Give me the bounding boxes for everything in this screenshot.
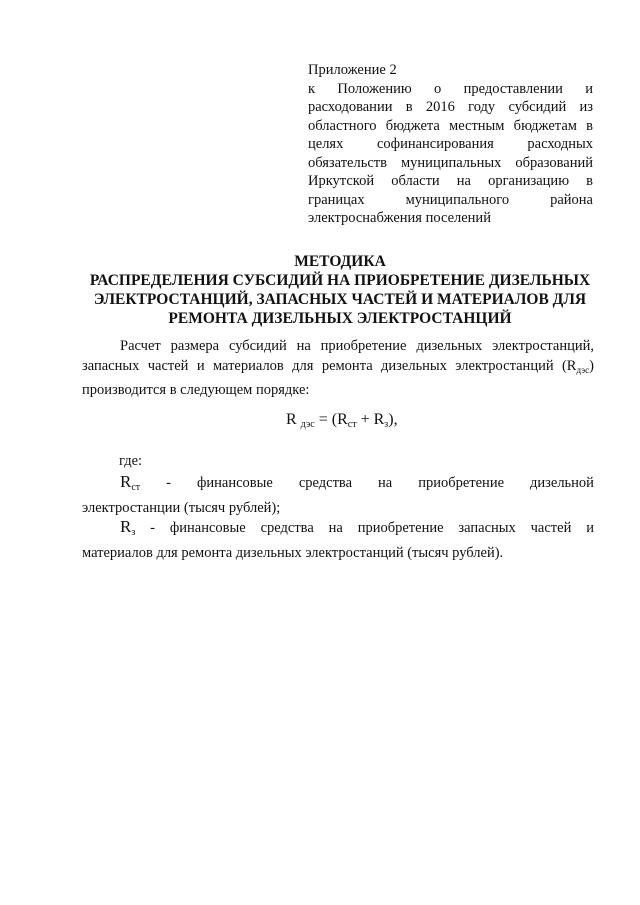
where-label: где:	[119, 453, 143, 469]
appendix-body	[308, 80, 593, 228]
definition-st	[82, 472, 594, 518]
definition-continuation: материалов для ремонта дизельных электростанций (тысяч рублей).	[82, 545, 504, 561]
intro-tail: ) производится в следующем порядке:	[82, 358, 594, 398]
appendix-line: расходовании в 2016 году субсидий из	[308, 99, 593, 115]
definition-word: финансовые	[197, 475, 273, 491]
appendix-line: к Положению о предоставлении и	[308, 80, 593, 97]
formula-sub-z: з	[384, 419, 389, 430]
definition-word: -	[166, 475, 171, 491]
definition-word: финансовые	[169, 520, 246, 536]
definition-word: приобретение	[357, 520, 444, 536]
appendix-line: Иркутской области на организацию в	[308, 173, 593, 189]
definition-first-line	[82, 472, 594, 498]
appendix-line: целях софинансирования расходных	[308, 136, 593, 152]
intro-text: Расчет размера субсидий на приобретение дизельных электростанций, запасных частей и материалов для ремонта дизельных электростанций (R	[82, 338, 594, 374]
definition-word: средства	[260, 520, 314, 536]
appendix-line: обязательств муниципальных образований	[308, 154, 593, 171]
definition-word: частей	[530, 520, 572, 536]
appendix-title: Приложение 2	[308, 62, 397, 78]
document-heading	[80, 252, 600, 328]
definition-word: -	[150, 520, 156, 536]
definition-word: дизельной	[530, 475, 594, 491]
definition-word: на	[328, 520, 343, 536]
definition-z	[82, 517, 594, 563]
definition-symbol: $R_{ст}$	[120, 472, 141, 493]
appendix-note	[308, 61, 593, 228]
definition-continuation: электростанции (тысяч рублей);	[82, 500, 281, 516]
appendix-line: границах муниципального района	[308, 191, 593, 208]
definition-word: средства	[298, 475, 352, 491]
definition-symbol: $R_з$	[120, 517, 136, 538]
formula-r: R	[286, 411, 297, 428]
formula	[286, 410, 398, 435]
heading-line: ЭЛЕКТРОСТАНЦИЙ, ЗАПАСНЫХ ЧАСТЕЙ И МАТЕРИАЛОВ ДЛЯ	[93, 291, 587, 308]
definition-word: на	[378, 475, 393, 491]
intro-paragraph	[82, 336, 594, 400]
heading-line: МЕТОДИКА	[294, 253, 386, 270]
formula-sub-st: ст	[347, 419, 357, 430]
definition-word: и	[586, 520, 594, 536]
intro-subscript: дэс	[576, 365, 590, 375]
definition-word: запасных	[458, 520, 516, 536]
formula-eq: = (R	[314, 411, 348, 428]
formula-sub-total: дэс	[300, 419, 315, 430]
definition-first-line	[82, 517, 594, 543]
formula-plus: + R	[356, 411, 385, 428]
appendix-line: электроснабжения поселений	[308, 210, 491, 226]
definition-word: приобретение	[418, 475, 505, 491]
appendix-line: областного бюджета местным бюджетам в	[308, 117, 593, 134]
formula-close: ),	[388, 411, 398, 428]
heading-line: РЕМОНТА ДИЗЕЛЬНЫХ ЭЛЕКТРОСТАНЦИЙ	[168, 310, 512, 327]
heading-line: РАСПРЕДЕЛЕНИЯ СУБСИДИЙ НА ПРИОБРЕТЕНИЕ ДИЗЕЛЬНЫХ	[89, 272, 591, 289]
